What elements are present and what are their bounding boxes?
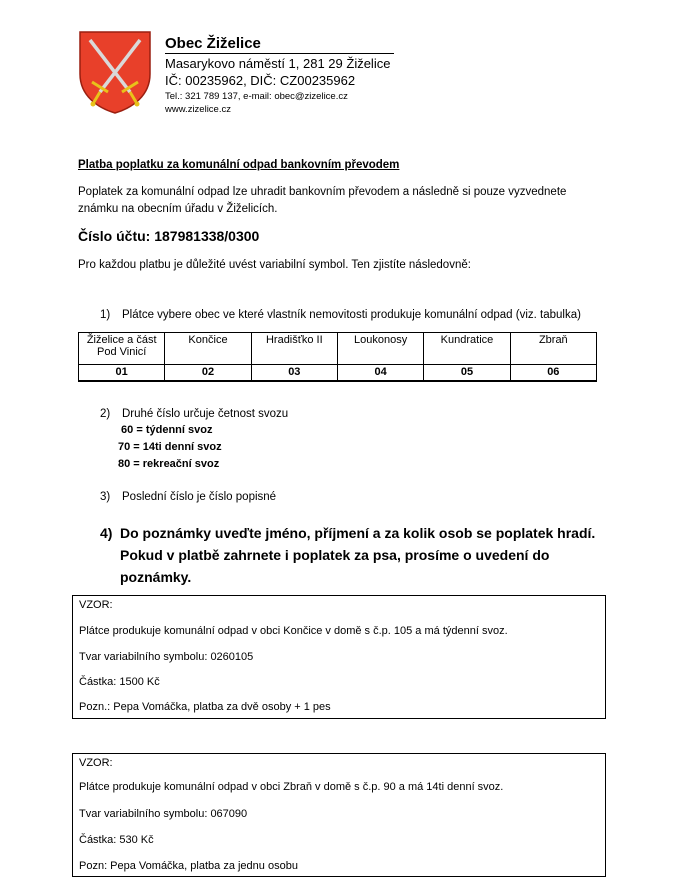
- example-description: Plátce produkuje komunální odpad v obci Zbraň v domě s č.p. 90 a má 14ti denní svoz.: [79, 781, 504, 793]
- org-name-underline: [165, 53, 394, 54]
- town-code: 02: [165, 365, 251, 382]
- ids-line: IČ: 00235962, DIČ: CZ00235962: [165, 73, 356, 88]
- town-name: Kundratice: [424, 333, 510, 365]
- town-code: 05: [424, 365, 510, 382]
- step-text: Do poznámky uveďte jméno, příjmení a za kolik osob se poplatek hradí. Pokud v platbě zahrnete i poplatek za psa, prosíme o uvedení do poznámky.: [120, 525, 596, 585]
- table-row: [79, 365, 597, 382]
- example-amount: Částka: 1500 Kč: [79, 676, 160, 688]
- example-label: VZOR:: [79, 599, 113, 611]
- address-line: Masarykovo náměstí 1, 281 29 Žiželice: [165, 56, 391, 71]
- account-number: Číslo účtu: 187981338/0300: [78, 228, 260, 244]
- step-number: 2): [100, 408, 111, 420]
- step-text: Plátce vybere obec ve které vlastník nemovitosti produkuje komunální odpad (viz. tabulka): [122, 309, 581, 321]
- intro-paragraph: Poplatek za komunální odpad lze uhradit bankovním převodem a následně si pouze vyzvednete známku na obecním úřadu v Žiželicích.: [78, 186, 567, 215]
- frequency-weekly: 60 = týdenní svoz: [118, 424, 213, 436]
- step-number: 4): [100, 525, 113, 541]
- town-name: Žiželice a část Pod Vinicí: [79, 333, 165, 365]
- contact-line: Tel.: 321 789 137, e-mail: obec@zizelice.cz: [165, 91, 348, 102]
- example-box-2: [72, 753, 606, 877]
- web-link[interactable]: www.zizelice.cz: [165, 104, 231, 115]
- org-name: Obec Žiželice: [165, 35, 261, 52]
- frequency-recreational: 80 = rekreační svoz: [118, 458, 220, 470]
- step-number: 3): [100, 491, 111, 503]
- section-title: Platba poplatku za komunální odpad bankovním převodem: [78, 159, 400, 171]
- town-name: Loukonosy: [337, 333, 423, 365]
- step-text: Poslední číslo je číslo popisné: [122, 491, 277, 503]
- town-code: 01: [79, 365, 165, 382]
- variable-symbol-note: Pro každou platbu je důležité uvést variabilní symbol. Ten zjistíte následovně:: [78, 259, 471, 271]
- towns-table: [78, 332, 597, 382]
- town-code: 03: [251, 365, 337, 382]
- town-name: Hradišťko II: [251, 333, 337, 365]
- example-symbol: Tvar variabilního symbolu: 067090: [79, 808, 248, 820]
- step-text: Druhé číslo určuje četnost svozu: [122, 408, 289, 420]
- example-note: Pozn.: Pepa Vomáčka, platba za dvě osoby + 1 pes: [79, 701, 331, 713]
- town-code: 04: [337, 365, 423, 382]
- example-amount: Částka: 530 Kč: [79, 834, 154, 846]
- example-note: Pozn: Pepa Vomáčka, platba za jednu osobu: [79, 860, 298, 872]
- town-name: Zbraň: [510, 333, 596, 365]
- example-symbol: Tvar variabilního symbolu: 0260105: [79, 651, 254, 663]
- town-name: Končice: [165, 333, 251, 365]
- coat-of-arms-icon: [78, 30, 152, 114]
- town-code: 06: [510, 365, 596, 382]
- table-row: [79, 333, 597, 365]
- step-number: 1): [100, 309, 111, 321]
- example-label: VZOR:: [79, 757, 113, 769]
- example-box-1: [72, 595, 606, 719]
- example-description: Plátce produkuje komunální odpad v obci Končice v domě s č.p. 105 a má týdenní svoz.: [79, 625, 508, 637]
- frequency-biweekly: 70 = 14ti denní svoz: [118, 441, 222, 453]
